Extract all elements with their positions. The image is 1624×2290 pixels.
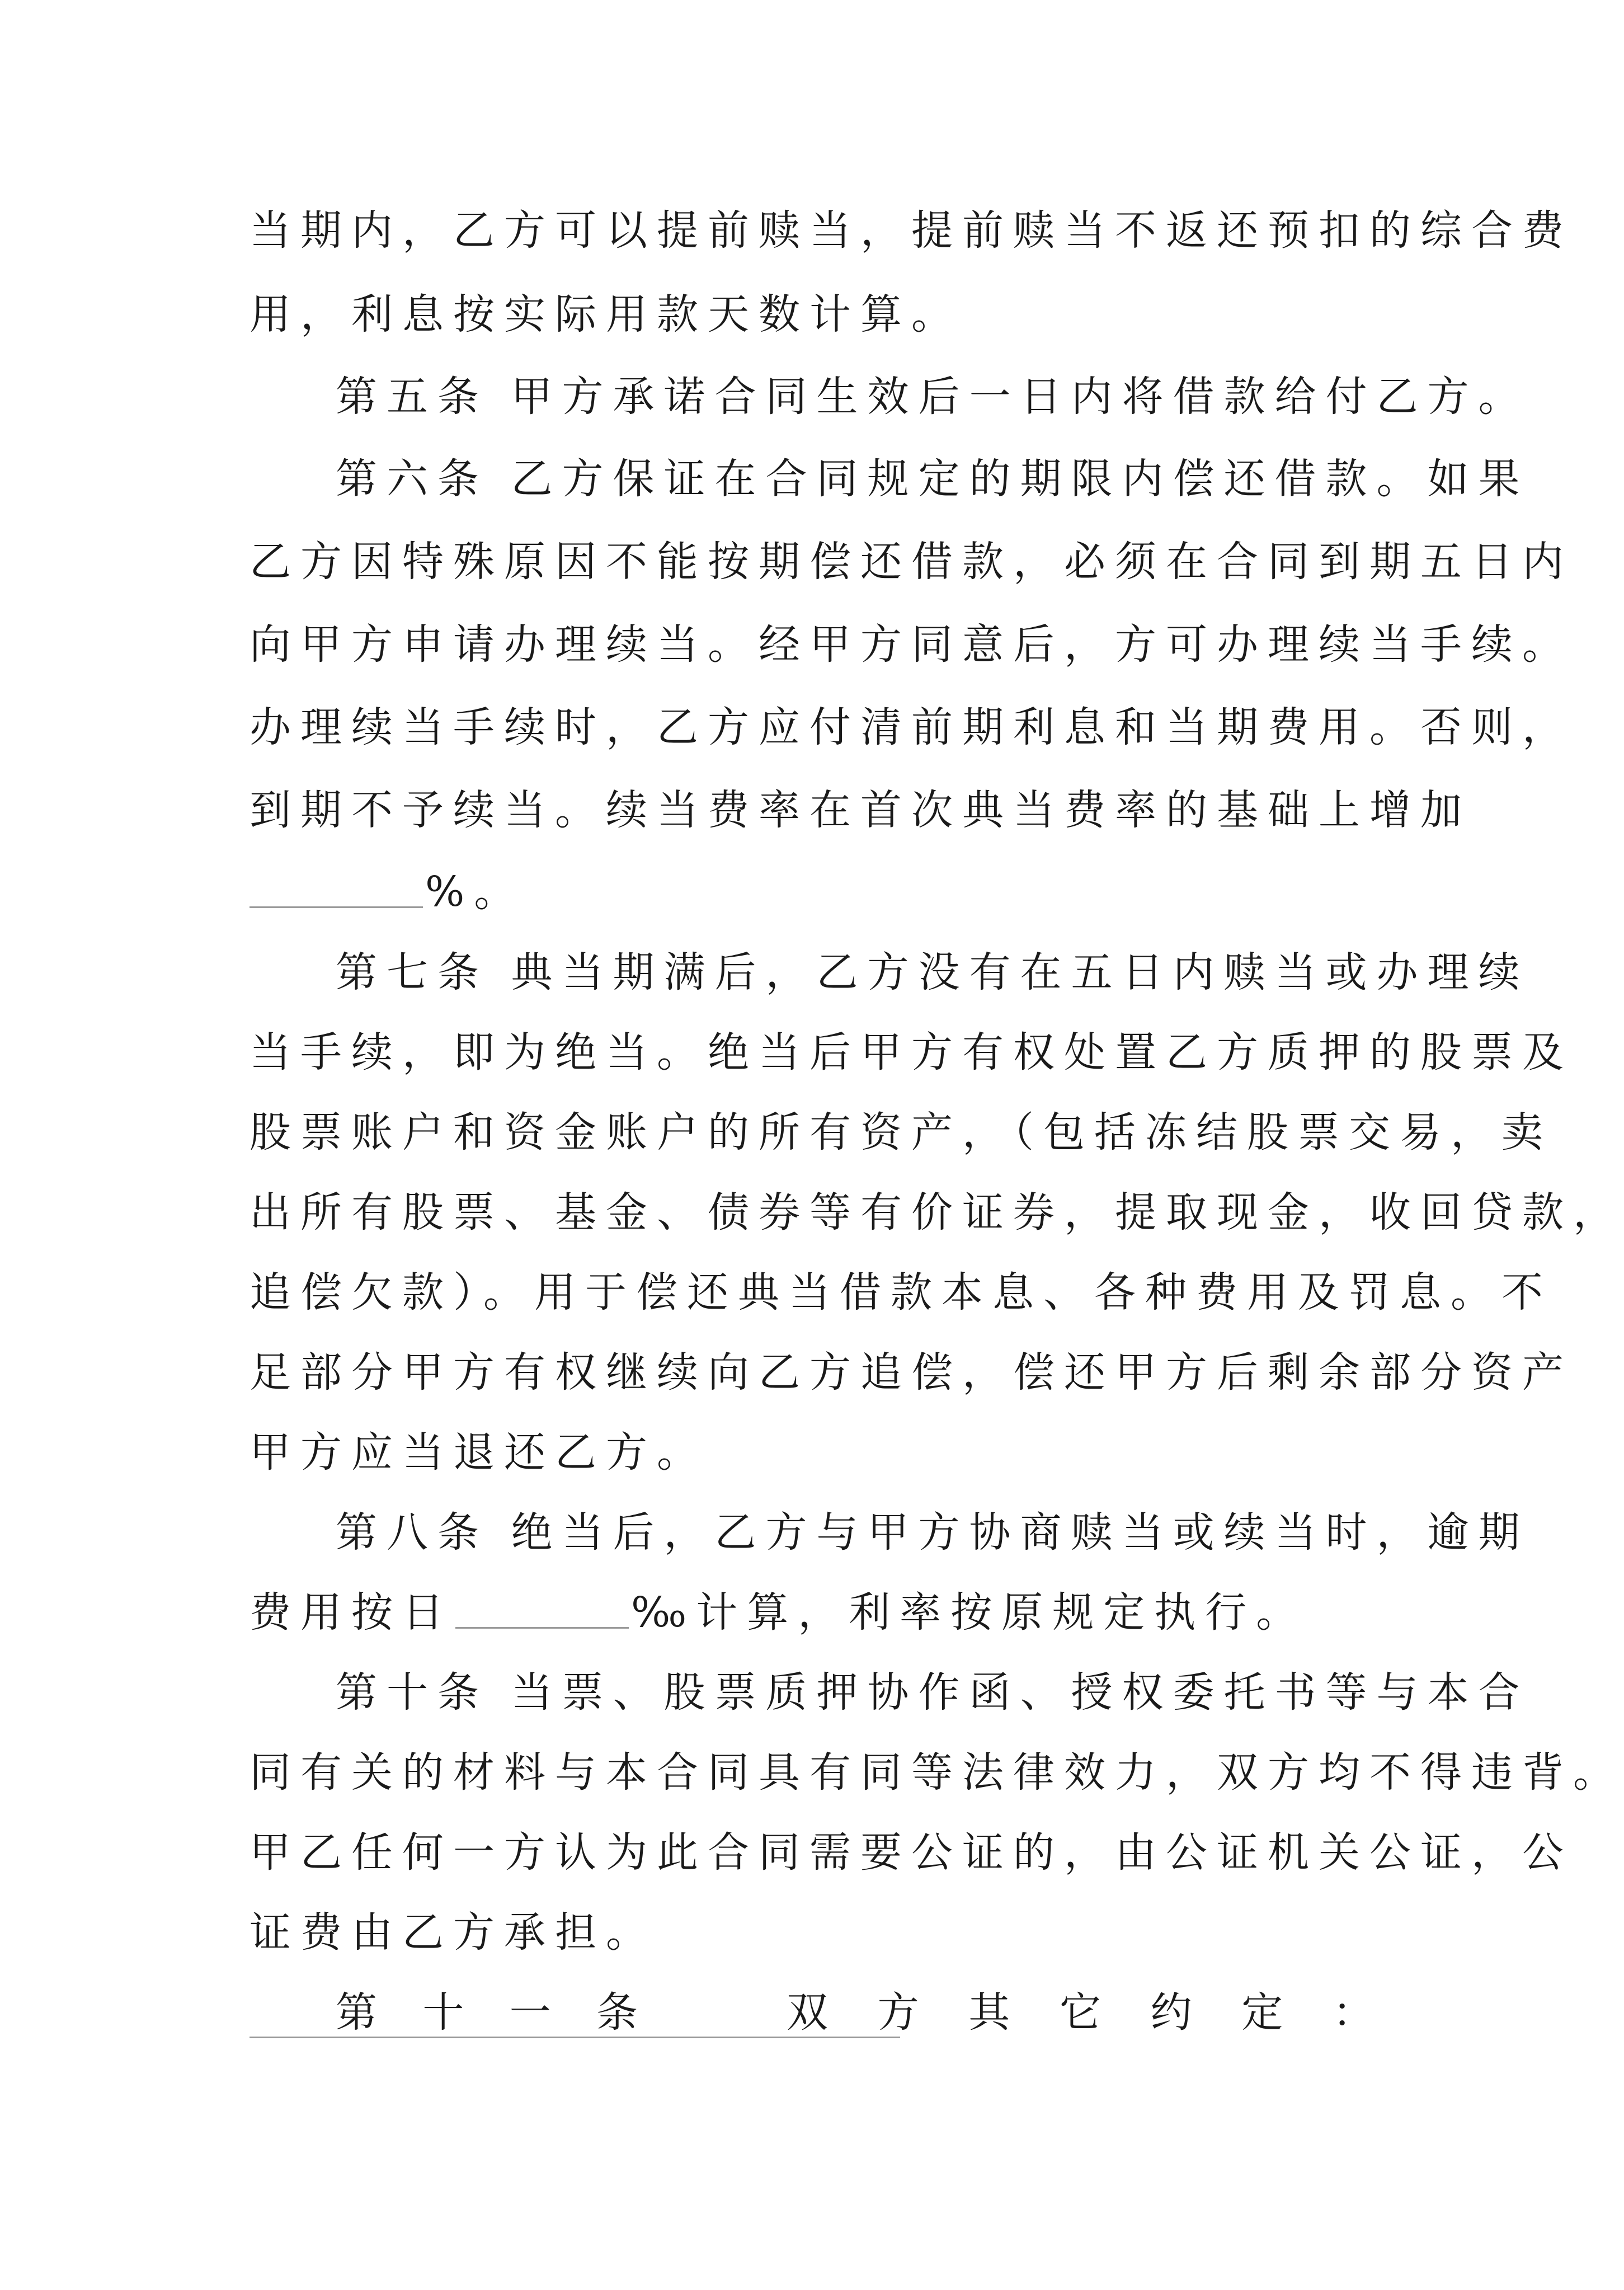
clause-11-number (336, 1971, 638, 2054)
text-line: 甲乙任何一方认为此合同需要公证的，由公证机关公证，公 (250, 1828, 1573, 1877)
clause-11-title (787, 1971, 1374, 2054)
heading-char: 定 (1241, 1988, 1283, 2037)
clause-6: 第六条 乙方保证在合同规定的期限内偿还借款。如果 (336, 455, 1529, 503)
fill-blank-daily-rate (455, 1627, 629, 1629)
clause-11 (336, 1971, 1374, 2054)
fill-blank-rate-increase (250, 906, 423, 908)
text-line: 向甲方申请办理续当。经甲方同意后，方可办理续当手续。 (250, 620, 1573, 669)
text-line: 乙方因特殊原因不能按期偿还借款，必须在合同到期五日内 (250, 538, 1573, 586)
overdue-fee-label: 费用按日 (250, 1588, 453, 1637)
clause-10: 第十条 当票、股票质押协作函、授权委托书等与本合 (336, 1668, 1529, 1717)
text-line: 当手续，即为绝当。绝当后甲方有权处置乙方质押的股票及 (250, 1028, 1573, 1076)
text-line: 追偿欠款）。用于偿还典当借款本息、各种费用及罚息。不 (250, 1268, 1552, 1316)
heading-char: 十 (422, 1988, 464, 2037)
text-line: 同有关的材料与本合同具有同等法律效力，双方均不得违背。 (250, 1748, 1624, 1797)
clause-7: 第七条 典当期满后，乙方没有在五日内赎当或办理续 (336, 948, 1529, 996)
text-line: 办理续当手续时，乙方应付清前期利息和当期费用。否则， (250, 703, 1573, 751)
heading-char: 约 (1150, 1988, 1192, 2037)
percent-suffix: %。 (425, 868, 525, 916)
text-line (250, 850, 1374, 934)
text-line: 股票账户和资金账户的所有资产，（包括冻结股票交易，卖 (250, 1108, 1552, 1156)
fill-blank-other-agreement (250, 2037, 900, 2038)
heading-char: 它 (1059, 1988, 1101, 2037)
text-line: 证费由乙方承担。 (250, 1908, 657, 1957)
text-line: 当期内，乙方可以提前赎当，提前赎当不返还预扣的综合费 (250, 206, 1573, 255)
text-line: 用，利息按实际用款天数计算。 (250, 290, 962, 338)
text-line: 出所有股票、基金、债券等有价证券，提取现金，收回贷款， (250, 1188, 1624, 1236)
clause-5: 第五条 甲方承诺合同生效后一日内将借款给付乙方。 (336, 373, 1529, 421)
clause-8: 第八条 绝当后，乙方与甲方协商赎当或续当时，逾期 (336, 1508, 1529, 1557)
text-line (250, 1570, 1374, 1654)
overdue-fee-rest: ‰计算，利率按原规定执行。 (631, 1588, 1307, 1637)
heading-char: 第 (336, 1988, 377, 2037)
heading-char: ： (1332, 1988, 1374, 2037)
heading-char: 条 (596, 1988, 638, 2037)
heading-char: 一 (509, 1988, 551, 2037)
heading-char: 其 (968, 1988, 1010, 2037)
text-line: 甲方应当退还乙方。 (250, 1428, 708, 1476)
heading-char: 方 (877, 1988, 919, 2037)
heading-char: 双 (787, 1988, 828, 2037)
text-line: 到期不予续当。续当费率在首次典当费率的基础上增加 (250, 786, 1471, 834)
text-line: 足部分甲方有权继续向乙方追偿，偿还甲方后剩余部分资产 (250, 1348, 1573, 1396)
